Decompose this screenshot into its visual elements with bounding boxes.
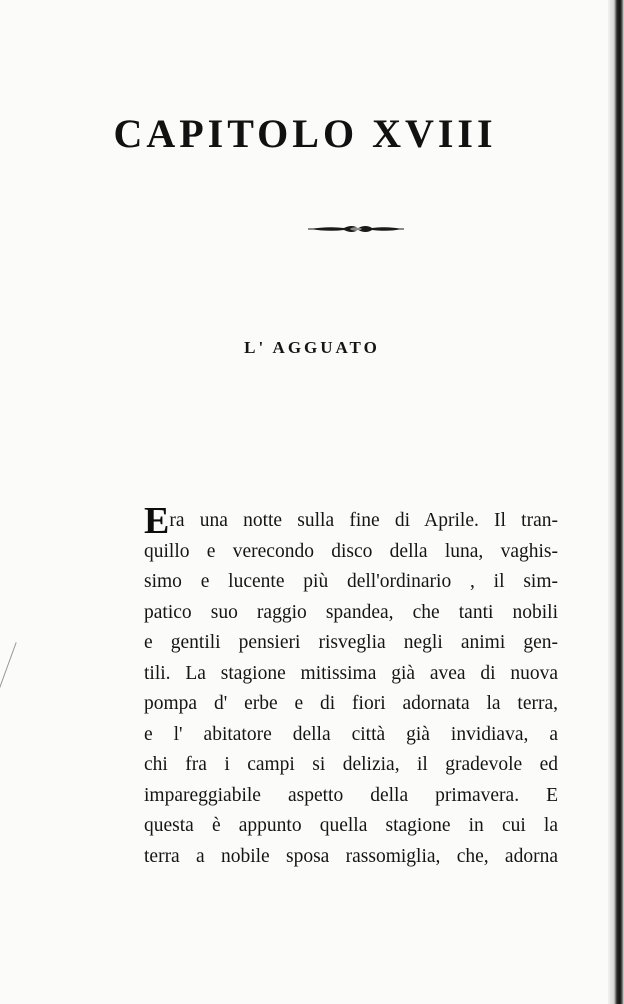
body-line: tili. La stagione mitissima già avea di nuova (144, 662, 558, 684)
body-line: patico suo raggio spandea, che tanti nobili (144, 601, 558, 623)
body-line: pompa d' erbe e di fiori adornata la terra, (144, 693, 558, 714)
body-line: simo e lucente più dell'ordinario , il sim- (144, 571, 558, 592)
body-line: quillo e verecondo disco della luna, vaghis- (144, 540, 558, 562)
section-title: L' AGGUATO (244, 338, 380, 357)
body-line: terra a nobile sposa rassomiglia, che, adorna (144, 845, 558, 867)
body-line: questa è appunto quella stagione in cui la (144, 815, 558, 836)
body-line (144, 500, 558, 542)
page-edge-mark (0, 642, 17, 718)
ornamental-rule-icon (308, 222, 404, 236)
book-spine-edge (608, 0, 624, 1004)
drop-cap: E (144, 500, 170, 542)
first-line-text: ra una notte sulla fine di Aprile. Il tran- (169, 510, 558, 531)
body-line: impareggiabile aspetto della primavera. E (144, 784, 558, 806)
body-text (144, 500, 558, 872)
chapter-title: CAPITOLO XVIII (113, 111, 497, 156)
body-line: chi fra i campi si delizia, il gradevole ed (144, 754, 558, 775)
body-line: e gentili pensieri risveglia negli animi gen- (144, 632, 558, 653)
body-line: e l' abitatore della città già invidiava, a (144, 723, 558, 745)
